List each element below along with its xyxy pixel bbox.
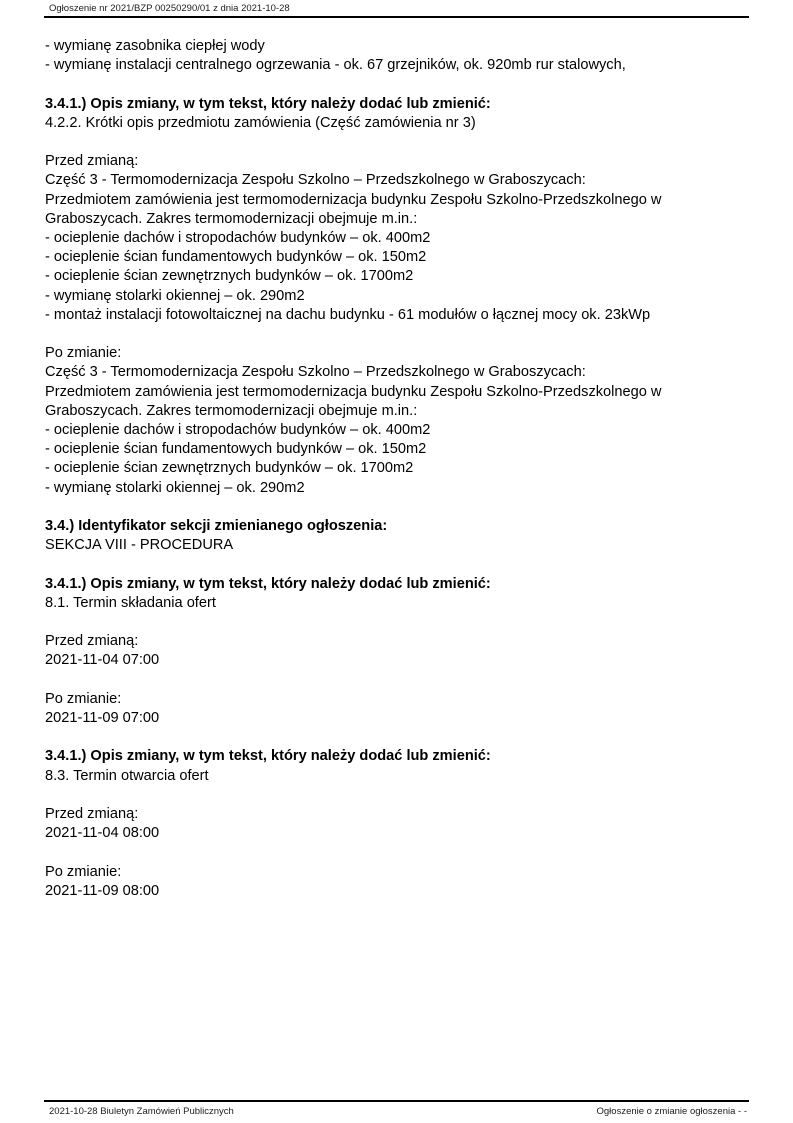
after-change-line: Część 3 - Termomodernizacja Zespołu Szkolno – Przedszkolnego w Graboszycach:: [45, 364, 586, 381]
opening-after-block: [45, 863, 750, 901]
after-change-line: Przedmiotem zamówienia jest termomodernizacja budynku Zespołu Szkolno-Przedszkolnego w: [45, 383, 662, 400]
before-change-line: - ocieplenie dachów i stropodachów budynków – ok. 400m2: [45, 230, 431, 246]
intro-line: - wymianę zasobnika ciepłej wody: [45, 38, 265, 54]
submission-before-block: [45, 632, 750, 670]
opening-before-block: [45, 805, 750, 843]
change-description-heading-block: [45, 95, 750, 133]
before-change-line: Część 3 - Termomodernizacja Zespołu Szkolno – Przedszkolnego w Graboszycach:: [45, 172, 586, 189]
footer-right-text: Ogłoszenie o zmianie ogłoszenia - -: [596, 1106, 747, 1117]
change-opening-heading-block: [45, 747, 750, 785]
change-subject: 8.1. Termin składania ofert: [45, 594, 216, 611]
before-change-label: Przed zmianą:: [45, 805, 139, 822]
after-change-block: [45, 344, 750, 498]
page-header: [44, 0, 749, 18]
document-body: [45, 18, 750, 901]
after-change-line: Graboszycach. Zakres termomodernizacji obejmuje m.in.:: [45, 402, 418, 419]
change-submission-heading-block: [45, 575, 750, 613]
change-heading: 3.4.1.) Opis zmiany, w tym tekst, który należy dodać lub zmienić:: [45, 575, 491, 592]
after-change-line: - ocieplenie dachów i stropodachów budynków – ok. 400m2: [45, 422, 431, 439]
after-change-line: - ocieplenie ścian zewnętrznych budynków – ok. 1700m2: [45, 460, 414, 477]
footer-left-text: 2021-10-28 Biuletyn Zamówień Publicznych: [49, 1106, 234, 1117]
after-change-value: 2021-11-09 07:00: [45, 710, 160, 726]
header-announcement-number: Ogłoszenie nr 2021/BZP 00250290/01 z dnia 2021-10-28: [49, 3, 290, 14]
before-change-label: Przed zmianą:: [45, 153, 139, 170]
before-change-line: - montaż instalacji fotowoltaicznej na dachu budynku - 61 modułów o łącznej mocy ok. 23kWp: [45, 306, 651, 323]
after-change-line: - ocieplenie ścian fundamentowych budynków – ok. 150m2: [45, 441, 427, 458]
intro-line: - wymianę instalacji centralnego ogrzewania - ok. 67 grzejników, ok. 920mb rur stalowych,: [45, 57, 626, 74]
before-change-value: 2021-11-04 08:00: [45, 825, 160, 842]
before-change-line: - ocieplenie ścian fundamentowych budynków – ok. 150m2: [45, 249, 427, 266]
submission-after-block: [45, 690, 750, 728]
before-change-line: - wymianę stolarki okiennej – ok. 290m2: [45, 287, 305, 304]
change-heading: 3.4.1.) Opis zmiany, w tym tekst, który należy dodać lub zmienić:: [45, 95, 491, 112]
section-identifier-value: SEKCJA VIII - PROCEDURA: [45, 537, 234, 554]
change-subject: 8.3. Termin otwarcia ofert: [45, 767, 209, 784]
before-change-line: Graboszycach. Zakres termomodernizacji obejmuje m.in.:: [45, 210, 418, 227]
change-heading: 3.4.1.) Opis zmiany, w tym tekst, który należy dodać lub zmienić:: [45, 748, 491, 765]
after-change-label: Po zmianie:: [45, 863, 122, 880]
before-change-line: - ocieplenie ścian zewnętrznych budynków – ok. 1700m2: [45, 268, 414, 285]
before-change-line: Przedmiotem zamówienia jest termomodernizacja budynku Zespołu Szkolno-Przedszkolnego w: [45, 191, 662, 208]
before-change-label: Przed zmianą:: [45, 633, 139, 650]
after-change-value: 2021-11-09 08:00: [45, 882, 160, 899]
before-change-value: 2021-11-04 07:00: [45, 652, 160, 669]
after-change-label: Po zmianie:: [45, 690, 122, 707]
section-identifier-heading: 3.4.) Identyfikator sekcji zmienianego ogłoszenia:: [45, 518, 388, 535]
page-footer: [44, 1100, 749, 1118]
before-change-block: [45, 152, 750, 325]
change-subject: 4.2.2. Krótki opis przedmiotu zamówienia (Część zamówienia nr 3): [45, 114, 476, 131]
section-identifier-block: [45, 517, 750, 555]
intro-paragraph: [45, 37, 750, 75]
after-change-label: Po zmianie:: [45, 345, 122, 362]
after-change-line: - wymianę stolarki okiennej – ok. 290m2: [45, 479, 305, 496]
